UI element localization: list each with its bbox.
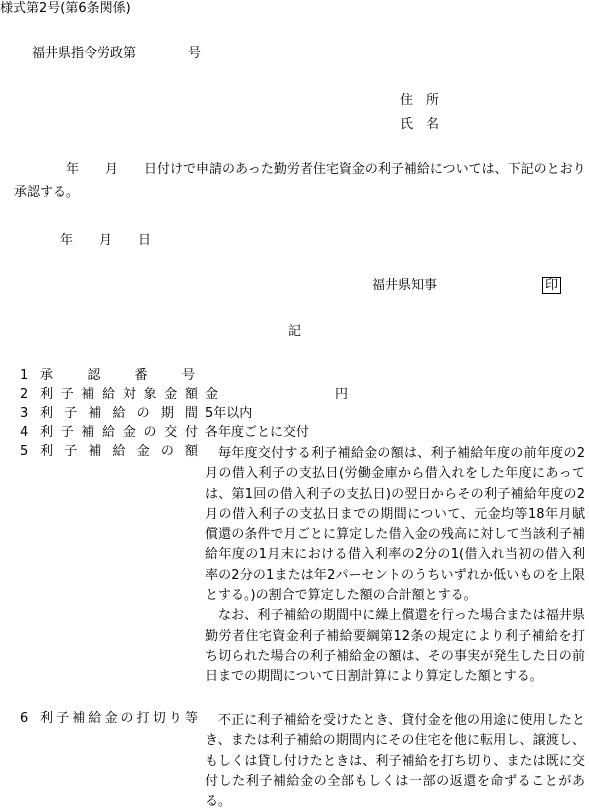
item-number: 6: [20, 711, 29, 726]
address-label: 住 所: [400, 93, 440, 108]
item-label: 利子補給金の交付: [40, 425, 198, 440]
item-number: 5: [20, 444, 29, 459]
seal-mark: 印: [542, 277, 561, 294]
item-6-paragraph-1: 不正に利子補給を受けたとき、貸付金を他の用途に使用したとき、または利子補給の期間内にその住宅を他に転用し、譲渡し、もしくは貸し付けたときは、利子補給を打ち切り、または既に交付した利子補給金の全部もしくは一部の返還を命ずることがある。: [205, 713, 585, 810]
item-value: 5年以内: [205, 406, 253, 421]
item-value: 各年度ごとに交付: [205, 425, 310, 440]
item-label: 利子補給対象金額: [40, 387, 198, 402]
item-row-2: [0, 386, 589, 404]
item-5-paragraph-1: 毎年度交付する利子補給金の額は、利子補給年度の前年度の2月の借入利子の支払日(労働金庫から借入れをした年度にあっては、第1回の借入利子の支払日)の翌日からその利子補給年度の2月の借入利子の支払日までの期間について、元金均等18年月賦償還の条件で月ごとに算定した借入金の残高に対して当該利子補給年度の1月末における借入利率の2分の1(借入れ当初の借入利率の2分の1または年2パーセントのうちいずれか低いものを上限とする。)の割合で算定した額の合計額とする。: [205, 446, 585, 604]
approval-date: 年 月 日: [60, 233, 152, 248]
item-number: 3: [20, 406, 29, 421]
item-value: 金 円: [205, 387, 349, 402]
item-5-description: [205, 444, 585, 688]
form-label: 様式第2号(第6条関係): [0, 1, 131, 16]
item-label: 利子補給の期間: [40, 406, 198, 421]
name-label: 氏 名: [400, 117, 440, 132]
issuer: 福井県知事: [372, 278, 438, 293]
ki-heading: 記: [288, 324, 302, 339]
item-label: 利子補給金の額: [40, 444, 198, 459]
item-number: 2: [20, 387, 29, 402]
item-row-4: [0, 424, 589, 442]
item-row-1: [0, 367, 589, 385]
item-number: 1: [20, 368, 29, 383]
item-row-3: [0, 405, 589, 423]
item-number: 4: [20, 425, 29, 440]
document-number: 福井県指令労政第 号: [32, 46, 202, 61]
item-5-paragraph-2: なお、利子補給の期間中に繰上償還を行った場合または福井県勤労者住宅資金利子補給要綱第12条の規定により利子補給を打ち切られた場合の利子補給金の額は、その事実が発生した日の前日までの期間について日割計算により算定した額とする。: [205, 608, 585, 685]
item-label: 承認番号: [40, 368, 195, 383]
approval-text: 年 月 日付けで申請のあった勤労者住宅資金の利子補給については、下記のとおり承認する。: [14, 162, 586, 200]
item-label: 利子補給金の打切り等: [40, 711, 198, 726]
item-6-description: [205, 711, 585, 812]
